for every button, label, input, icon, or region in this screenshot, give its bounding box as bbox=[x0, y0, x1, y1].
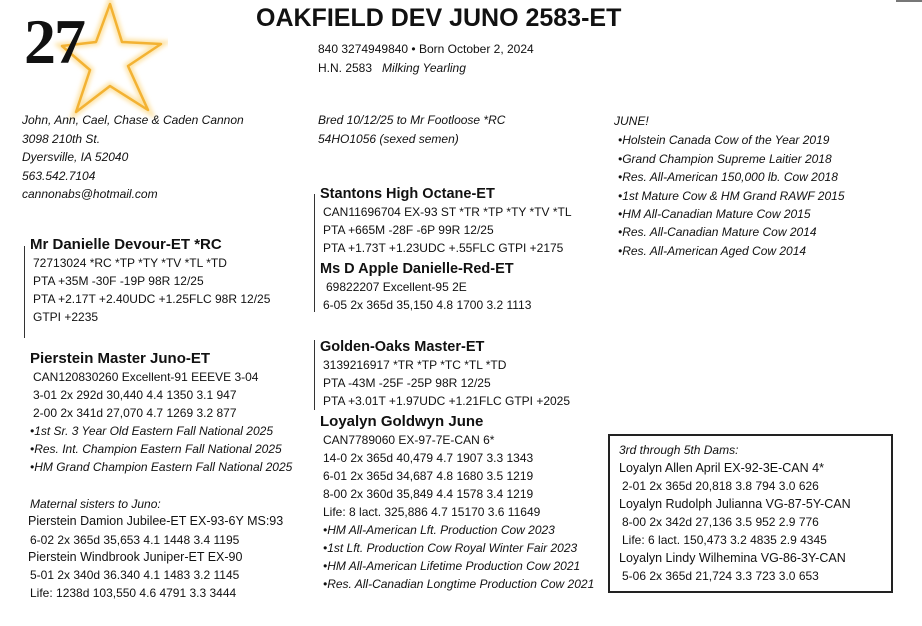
dam-dam-line: 6-01 2x 365d 34,687 4.8 1680 3.5 1219 bbox=[323, 469, 534, 483]
dam-dam-line: CAN7789060 EX-97-7E-CAN 6* bbox=[323, 433, 495, 447]
bred-line: Bred 10/12/25 to Mr Footloose *RC bbox=[318, 113, 506, 127]
june-honor: •Res. All-Canadian Mature Cow 2014 bbox=[618, 225, 817, 240]
top-rule bbox=[896, 0, 922, 2]
owner-block bbox=[22, 111, 244, 204]
pedigree-bracket-sire-side bbox=[314, 194, 315, 312]
dam-dam-line: 8-00 2x 360d 35,849 4.4 1578 3.4 1219 bbox=[323, 487, 534, 501]
pedigree-bracket-sire bbox=[24, 246, 25, 338]
dam-dam-line: 14-0 2x 365d 40,479 4.7 1907 3.3 1343 bbox=[323, 451, 534, 465]
dam-line: 2-00 2x 341d 27,070 4.7 1269 3.2 877 bbox=[33, 406, 237, 420]
dam-dam-honor: •1st Lft. Production Cow Royal Winter Fair 2023 bbox=[323, 541, 578, 555]
sister-name: Pierstein Windbrook Juniper-ET EX-90 bbox=[28, 549, 243, 564]
registration-hn-line bbox=[318, 59, 534, 78]
dam-honor: •Res. Int. Champion Eastern Fall National 2025 bbox=[30, 442, 282, 456]
further-dam-name: Loyalyn Rudolph Julianna VG-87-5Y-CAN bbox=[619, 497, 851, 511]
dam-honor: •HM Grand Champion Eastern Fall National 2025 bbox=[30, 460, 293, 474]
owner-names: John, Ann, Cael, Chase & Caden Cannon bbox=[22, 113, 244, 127]
further-dam-name: Loyalyn Lindy Wilhemina VG-86-3Y-CAN bbox=[619, 551, 846, 565]
semen-line: 54HO1056 (sexed semen) bbox=[318, 131, 459, 146]
sire-dam-block bbox=[320, 260, 531, 314]
further-dam-record: 2-01 2x 365d 20,818 3.8 794 3.0 626 bbox=[622, 479, 819, 493]
dam-dam-honor: •Res. All-Canadian Longtime Production Cow 2021 bbox=[323, 577, 595, 591]
dam-dam-block bbox=[320, 413, 594, 593]
registration-line: 840 3274949840 • Born October 2, 2024 bbox=[318, 42, 534, 56]
dam-sire-line: 3139216917 *TR *TP *TC *TL *TD bbox=[323, 358, 507, 372]
sister-record: Life: 1238d 103,550 4.6 4791 3.3 3444 bbox=[30, 586, 237, 600]
dam-dam-name: Loyalyn Goldwyn June bbox=[320, 413, 484, 430]
sire-sire-line: PTA +665M -28F -6P 99R 12/25 bbox=[323, 223, 494, 237]
sire-line: GTPI +2235 bbox=[33, 310, 99, 324]
dam-sire-block bbox=[320, 338, 570, 410]
sire-line: PTA +35M -30F -19P 98R 12/25 bbox=[33, 274, 204, 288]
pedigree-bracket-dam-side bbox=[314, 340, 315, 410]
dam-line: 3-01 2x 292d 30,440 4.4 1350 3.1 947 bbox=[33, 388, 237, 402]
sire-block bbox=[30, 236, 270, 326]
june-honor: •1st Mature Cow & HM Grand RAWF 2015 bbox=[618, 188, 845, 203]
sire-sire-line: CAN11696704 EX-93 ST *TR *TP *TY *TV *TL bbox=[323, 205, 572, 219]
dam-name: Pierstein Master Juno-ET bbox=[30, 350, 211, 367]
june-heading: JUNE! bbox=[614, 114, 649, 128]
lot-number: 27 bbox=[24, 6, 84, 77]
sister-name: Pierstein Damion Jubilee-ET EX-93-6Y MS:93 bbox=[28, 514, 284, 528]
june-honor: •Holstein Canada Cow of the Year 2019 bbox=[618, 133, 830, 148]
sister-record: 6-02 2x 365d 35,653 4.1 1448 3.4 1195 bbox=[30, 532, 240, 547]
owner-email: cannonabs@hotmail.com bbox=[22, 187, 158, 201]
sire-name: Mr Danielle Devour-ET *RC bbox=[30, 236, 222, 253]
breeding-block bbox=[318, 111, 505, 148]
dam-dam-honor: •HM All-American Lft. Production Cow 2023 bbox=[323, 523, 555, 537]
dam-sire-line: PTA +3.01T +1.97UDC +1.21FLC GTPI +2025 bbox=[323, 394, 571, 408]
further-dam-record: 8-00 2x 342d 27,136 3.5 952 2.9 776 bbox=[622, 515, 819, 529]
june-honor: •Grand Champion Supreme Laitier 2018 bbox=[618, 151, 832, 166]
sire-dam-line: 69822207 Excellent-95 2E bbox=[326, 280, 467, 294]
june-honor: •Res. All-American Aged Cow 2014 bbox=[618, 243, 807, 258]
sire-sire-block bbox=[320, 185, 572, 257]
owner-city: Dyersville, IA 52040 bbox=[22, 150, 129, 164]
herd-number: H.N. 2583 bbox=[318, 61, 373, 75]
maternal-sisters bbox=[30, 495, 283, 602]
dam-block bbox=[30, 350, 292, 476]
dam-line: CAN120830260 Excellent-91 EEEVE 3-04 bbox=[33, 370, 259, 384]
sire-sire-name: Stantons High Octane-ET bbox=[320, 186, 495, 202]
sister-record: 5-01 2x 340d 36.340 4.1 1483 3.2 1145 bbox=[30, 568, 240, 582]
dam-dam-honor: •HM All-American Lifetime Production Cow 2021 bbox=[323, 559, 581, 573]
june-honor: •HM All-Canadian Mature Cow 2015 bbox=[618, 207, 811, 222]
further-dams-heading: 3rd through 5th Dams: bbox=[619, 443, 739, 457]
owner-street: 3098 210th St. bbox=[22, 131, 101, 146]
further-dams-box bbox=[608, 434, 893, 593]
further-dam-name: Loyalyn Allen April EX-92-3E-CAN 4* bbox=[619, 461, 824, 475]
sire-line: 72713024 *RC *TP *TY *TV *TL *TD bbox=[33, 256, 227, 270]
dam-sire-line: PTA -43M -25F -25P 98R 12/25 bbox=[323, 376, 491, 390]
maternal-sisters-heading: Maternal sisters to Juno: bbox=[30, 497, 161, 511]
june-honor: •Res. All-American 150,000 lb. Cow 2018 bbox=[618, 170, 838, 185]
further-dam-record: 5-06 2x 365d 21,724 3.3 723 3.0 653 bbox=[622, 569, 819, 583]
june-honors bbox=[614, 112, 845, 260]
page-title: OAKFIELD DEV JUNO 2583-ET bbox=[256, 4, 622, 32]
dam-dam-line: Life: 8 lact. 325,886 4.7 15170 3.6 11649 bbox=[323, 505, 541, 519]
owner-phone: 563.542.7104 bbox=[22, 168, 96, 183]
dam-honor: •1st Sr. 3 Year Old Eastern Fall National 2025 bbox=[30, 424, 273, 438]
sire-dam-line: 6-05 2x 365d 35,150 4.8 1700 3.2 1113 bbox=[323, 298, 532, 312]
sire-line: PTA +2.17T +2.40UDC +1.25FLC 98R 12/25 bbox=[33, 292, 271, 306]
registration-block bbox=[318, 40, 534, 78]
dam-sire-name: Golden-Oaks Master-ET bbox=[320, 339, 485, 355]
sire-sire-line: PTA +1.73T +1.23UDC +.55FLC GTPI +2175 bbox=[323, 241, 564, 255]
animal-class: Milking Yearling bbox=[382, 61, 466, 75]
sire-dam-name: Ms D Apple Danielle-Red-ET bbox=[320, 261, 514, 277]
further-dam-record: Life: 6 lact. 150,473 3.2 4835 2.9 4345 bbox=[622, 533, 827, 547]
